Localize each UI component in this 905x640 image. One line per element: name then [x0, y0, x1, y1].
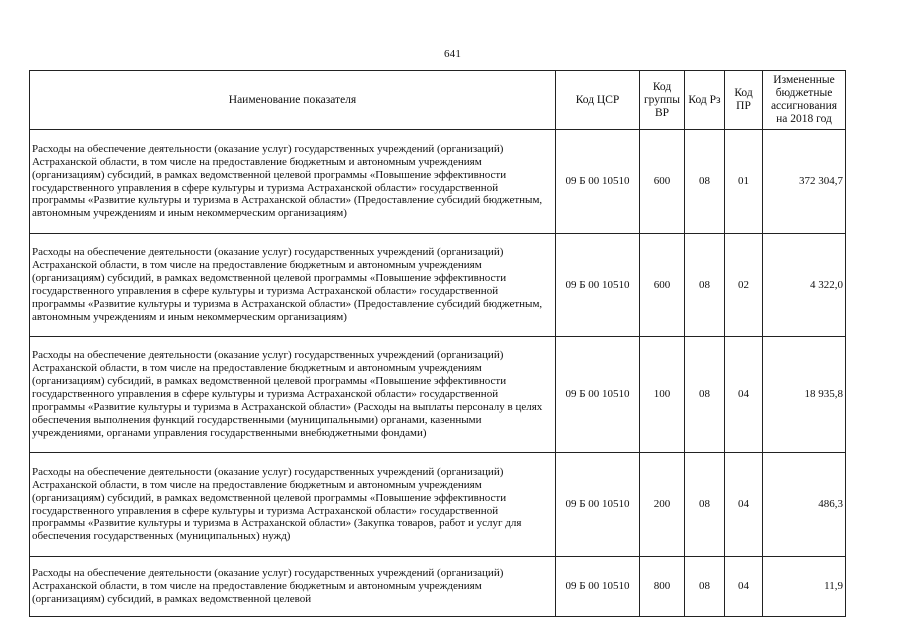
row-amount: 11,9	[763, 557, 846, 617]
row-vr: 600	[640, 130, 685, 234]
row-csr: 09 Б 00 10510	[556, 130, 640, 234]
row-rz: 08	[685, 234, 725, 337]
row-amount: 486,3	[763, 453, 846, 557]
row-rz: 08	[685, 557, 725, 617]
table-row	[30, 130, 846, 234]
row-pr: 01	[725, 130, 763, 234]
header-csr: Код ЦСР	[556, 71, 640, 130]
row-csr: 09 Б 00 10510	[556, 557, 640, 617]
row-vr: 100	[640, 337, 685, 453]
row-csr: 09 Б 00 10510	[556, 337, 640, 453]
budget-table	[29, 70, 846, 617]
table-header-row	[30, 71, 846, 130]
row-rz: 08	[685, 337, 725, 453]
row-pr: 02	[725, 234, 763, 337]
row-name: Расходы на обеспечение деятельности (оказание услуг) государственных учреждений (организаций) Астраханской области, в том числе на предоставление бюджетным и автономным учреждениям (организациям) субсидий, в рамках ведомственной целевой программы «Повышение эффективности государственного управления в сфере культуры и туризма Астраханской области» государственной программы «Развитие культуры и туризма в Астраханской области» (Предоставление субсидий бюджетным, автономным учреждениям и иным некоммерческим организациям)	[30, 130, 556, 234]
row-vr: 200	[640, 453, 685, 557]
row-pr: 04	[725, 453, 763, 557]
header-name: Наименование показателя	[30, 71, 556, 130]
row-name: Расходы на обеспечение деятельности (оказание услуг) государственных учреждений (организаций) Астраханской области, в том числе на предоставление бюджетным и автономным учреждениям (организациям) субсидий, в рамках ведомственной целевой программы «Повышение эффективности государственного управления в сфере культуры и туризма Астраханской области» государственной программы «Развитие культуры и туризма в Астраханской области» (Закупка товаров, работ и услуг для обеспечения государственных (муниципальных) нужд)	[30, 453, 556, 557]
row-pr: 04	[725, 337, 763, 453]
row-vr: 600	[640, 234, 685, 337]
table-row	[30, 557, 846, 617]
row-rz: 08	[685, 130, 725, 234]
header-amount: Измененные бюджетные ассигнования на 2018 год	[763, 71, 846, 130]
row-vr: 800	[640, 557, 685, 617]
row-name: Расходы на обеспечение деятельности (оказание услуг) государственных учреждений (организаций) Астраханской области, в том числе на предоставление бюджетным и автономным учреждениям (организациям) субсидий, в рамках ведомственной целевой	[30, 557, 556, 617]
header-rz: Код Рз	[685, 71, 725, 130]
row-amount: 4 322,0	[763, 234, 846, 337]
header-vr: Код группы ВР	[640, 71, 685, 130]
row-pr: 04	[725, 557, 763, 617]
table-row	[30, 234, 846, 337]
row-rz: 08	[685, 453, 725, 557]
row-csr: 09 Б 00 10510	[556, 234, 640, 337]
row-name: Расходы на обеспечение деятельности (оказание услуг) государственных учреждений (организаций) Астраханской области, в том числе на предоставление бюджетным и автономным учреждениям (организациям) субсидий, в рамках ведомственной целевой программы «Повышение эффективности государственного управления в сфере культуры и туризма Астраханской области» государственной программы «Развитие культуры и туризма в Астраханской области» (Предоставление субсидий бюджетным, автономным учреждениям и иным некоммерческим организациям)	[30, 234, 556, 337]
table-row	[30, 453, 846, 557]
header-pr: Код ПР	[725, 71, 763, 130]
row-csr: 09 Б 00 10510	[556, 453, 640, 557]
row-amount: 18 935,8	[763, 337, 846, 453]
table-row	[30, 337, 846, 453]
row-name: Расходы на обеспечение деятельности (оказание услуг) государственных учреждений (организаций) Астраханской области, в том числе на предоставление бюджетным и автономным учреждениям (организациям) субсидий, в рамках ведомственной целевой программы «Повышение эффективности государственного управления в сфере культуры и туризма Астраханской области» государственной программы «Развитие культуры и туризма в Астраханской области» (Расходы на выплаты персоналу в целях обеспечения выполнения функций государственными (муниципальными) органами, казенными учреждениями, органами управления государственными внебюджетными фондами)	[30, 337, 556, 453]
row-amount: 372 304,7	[763, 130, 846, 234]
page-number: 641	[443, 48, 462, 60]
